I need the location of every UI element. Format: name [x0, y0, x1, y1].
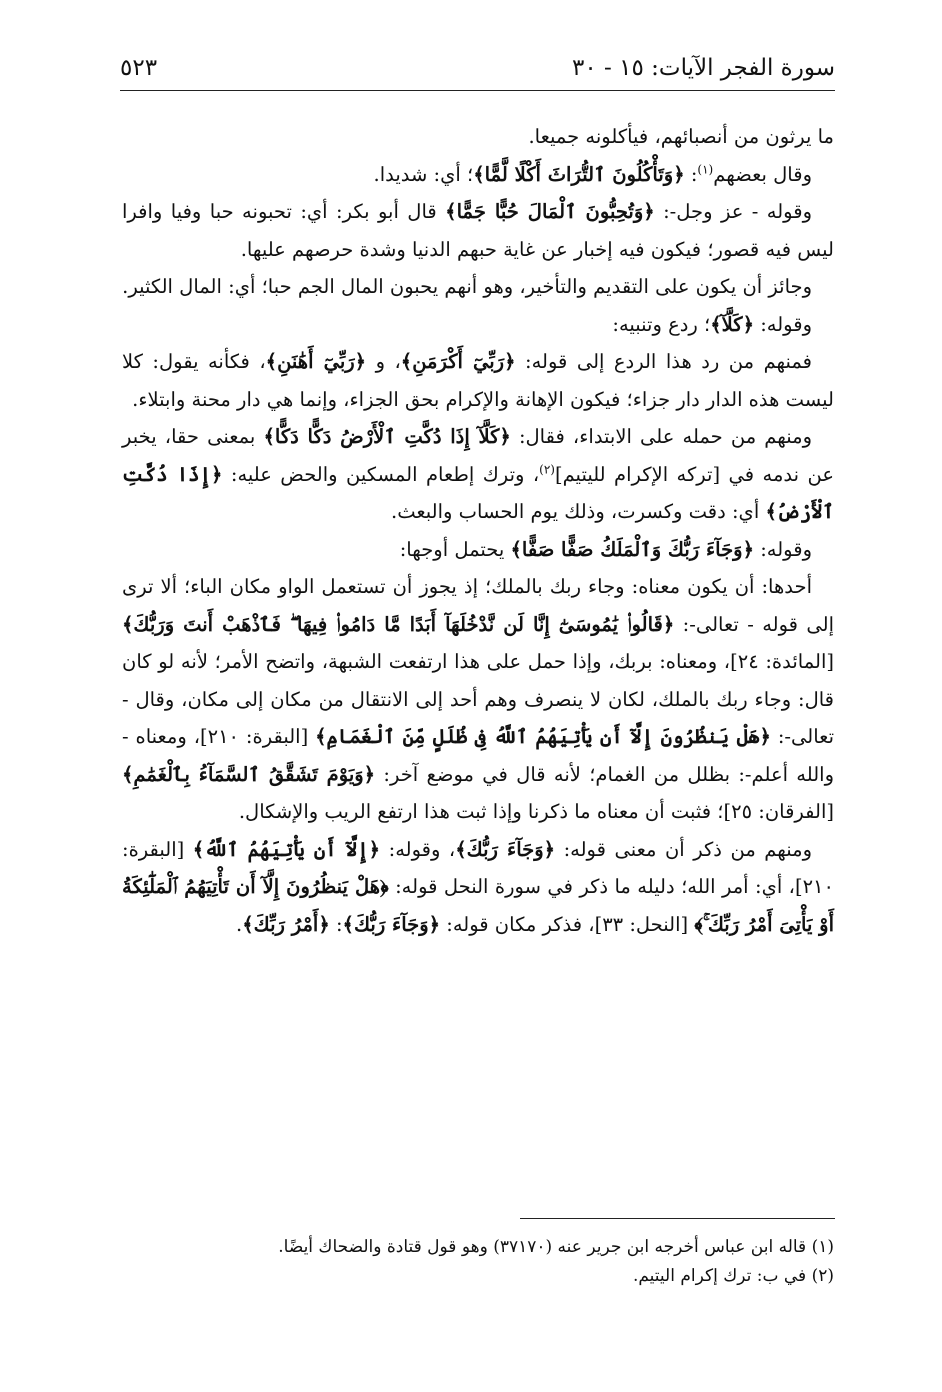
footnote-2: (٢) في ب: ترك إكرام اليتيم.: [632, 1266, 834, 1286]
paragraph-5: [122, 306, 834, 344]
paragraph-8: [122, 531, 834, 569]
paragraph-3: [122, 193, 834, 268]
quran-verse: ﴿قَالُوا۟ يَٰمُوسَىٰٓ إِنَّا لَن نَّدْخُلَهَآ أَبَدًا مَّا دَامُوا۟ فِيهَا ۖ فَٱذْهَبْ أَنتَ وَرَبُّكَ﴾: [122, 612, 675, 636]
paragraph-text: [البقرة: ٢١٠]، أي: أمر الله؛ دليله ما ذكر في سورة النحل قوله:: [122, 837, 834, 898]
paragraph-6: [122, 343, 834, 418]
quran-verse: ﴿وَتَأْكُلُونَ ٱلتُّرَاثَ أَكْلًا لَّمًّا﴾: [473, 162, 685, 186]
paragraph-text: [النحل: ٣٣]، فذكر مكان قوله:: [440, 912, 695, 936]
paragraph-text: أي: دقت وكسرت، وذلك يوم الحساب والبعث.: [391, 500, 766, 523]
paragraph-text: ومنهم من حمله على الابتداء، فقال:: [510, 425, 812, 448]
quran-verse: ﴿هَلْ يَنظُرُونَ إِلَّآ أَن يَأْتِيَهُمُ ٱللَّهُ فِى ظُلَلٍ مِّنَ ٱلْغَمَامِ﴾: [315, 725, 771, 748]
header-divider: [120, 90, 835, 91]
quran-verse: ﴿وَيَوْمَ تَشَقَّقُ ٱلسَّمَآءُ بِٱلْغَمَٰمِ﴾: [122, 762, 376, 786]
quran-verse: ﴿كَلَّآ إِذَا دُكَّتِ ٱلْأَرْضُ دَكًّا دَكًّا﴾: [263, 425, 511, 448]
paragraph-text: ما يرثون من أنصبائهم، فيأكلونه جميعا.: [528, 125, 834, 148]
paragraph-text: [البقرة: ٢١٠]، ومعناه - والله أعلم-: بظلل من الغمام؛ لأنه قال في موضع آخر:: [122, 725, 834, 786]
paragraph-text: ، و: [366, 350, 401, 373]
paragraph-2: [122, 156, 834, 194]
paragraph-text: [المائدة: ٢٤]، ومعناه: بربك، وإذا حمل على هذا ارتفعت الشبهة، واتضح الأمر؛ لأنه لو كان قال: وجاء ربك بالملك، لكان لا ينصرف وهم أحد إلى الانتقال من مكان إلى مكان، وقال - تعالى-:: [122, 650, 834, 748]
paragraph-1: [122, 118, 834, 156]
quran-verse: ﴿كَلَّآ﴾: [710, 312, 755, 336]
paragraph-text: وقال بعضهم: [713, 162, 812, 186]
paragraph-text: يحتمل أوجها:: [399, 537, 511, 561]
quran-verse: ﴿إِلَّآ أَن يَأْتِيَهُمُ ٱللَّهُ﴾: [192, 837, 381, 861]
paragraph-text: ، فكأنه يقول: كلا ليست هذه الدار دار جزاء؛ فيكون الإهانة والإكرام بحق الجزاء، وإنما هي دار محنة وابتلاء.: [122, 350, 834, 411]
quran-verse: ﴿إِذَا دُكَّتِ ٱلْأَرْضُ﴾: [122, 462, 834, 523]
quran-verse: ﴿هَلْ يَنظُرُونَ إِلَّآ أَن تَأْتِيَهُمُ ٱلْمَلَٰٓئِكَةُ أَوْ يَأْتِىَ أَمْرُ رَبِّكَ ۚ﴾: [122, 875, 834, 936]
paragraph-text: وقوله - عز وجل-:: [654, 200, 812, 223]
paragraph-text: وقوله:: [754, 537, 812, 561]
quran-verse: ﴿وَجَآءَ رَبُّكَ وَٱلْمَلَكُ صَفًّا صَفًّا﴾: [510, 537, 755, 561]
chapter-title: سورة الفجر الآيات: ١٥ - ٣٠: [572, 55, 835, 81]
footnote-1: (١) قاله ابن عباس أخرجه ابن جرير عنه (٣٧١٧٠) وهو قول قتادة والضحاك أيضًا.: [278, 1237, 834, 1257]
quran-verse: ﴿رَبِّيٓ أَكْرَمَنِ﴾: [400, 350, 516, 373]
quran-verse: ﴿وَتُحِبُّونَ ٱلْمَالَ حُبًّا جَمًّا﴾: [445, 200, 655, 223]
paragraph-text: ؛ ردع وتنبيه:: [612, 312, 711, 336]
paragraph-text: ومنهم من ذكر أن معنى قوله:: [555, 837, 813, 861]
paragraph-text: :: [329, 912, 343, 936]
paragraph-9: [122, 568, 834, 831]
running-header: [120, 52, 835, 86]
paragraph-text: ، وترك إطعام المسكين والحض عليه:: [222, 462, 540, 486]
paragraph-10: [122, 831, 834, 944]
quran-verse: ﴿وَجَآءَ رَبُّكَ﴾: [342, 912, 441, 936]
paragraph-text: فمنهم من رد هذا الردع إلى قوله:: [515, 350, 813, 373]
footnote-marker: (١): [697, 162, 714, 176]
paragraph-text: ، وقوله:: [380, 837, 456, 861]
paragraph-7: [122, 418, 834, 531]
paragraph-text: وقوله:: [754, 312, 812, 336]
footnotes: [122, 1233, 834, 1291]
footnote-divider: [520, 1218, 835, 1219]
quran-verse: ﴿وَجَآءَ رَبُّكَ﴾: [455, 837, 556, 861]
body-text: [122, 118, 834, 943]
quran-verse: ﴿أَمْرُ رَبِّكَ﴾: [242, 912, 330, 936]
paragraph-text: ؛ أي: شديدا.: [373, 162, 474, 186]
paragraph-text: [الفرقان: ٢٥]؛ فثبت أن معناه ما ذكرنا وإذا ثبت هذا ارتفع الريب والإشكال.: [238, 800, 834, 823]
paragraph-4: [122, 268, 834, 306]
paragraph-text: بمعنى حقا، يخبر عن ندمه في [تركه الإكرام لليتيم]: [122, 425, 834, 486]
paragraph-text: قال أبو بكر: أي: تحبونه حبا وفيا وافرا ليس فيه قصور؛ فيكون فيه إخبار عن غاية حبهم الدنيا وشدة حرصهم عليها.: [122, 200, 834, 261]
paragraph-text: وجائز أن يكون على التقديم والتأخير، وهو أنهم يحبون المال الجم حبا؛ أي: المال الكثير.: [122, 275, 812, 298]
paragraph-text: :: [684, 162, 698, 186]
paragraph-text: .: [236, 912, 243, 936]
paragraph-text: أحدها: أن يكون معناه: وجاء ربك بالملك؛ إذ يجوز أن تستعمل الواو مكان الباء؛ ألا ترى إلى قوله - تعالى-:: [122, 575, 835, 636]
footnote-marker: (٢): [539, 462, 555, 476]
page-number: ٥٢٣: [120, 55, 158, 81]
quran-verse: ﴿رَبِّيٓ أَهَٰنَنِ﴾: [265, 350, 367, 373]
